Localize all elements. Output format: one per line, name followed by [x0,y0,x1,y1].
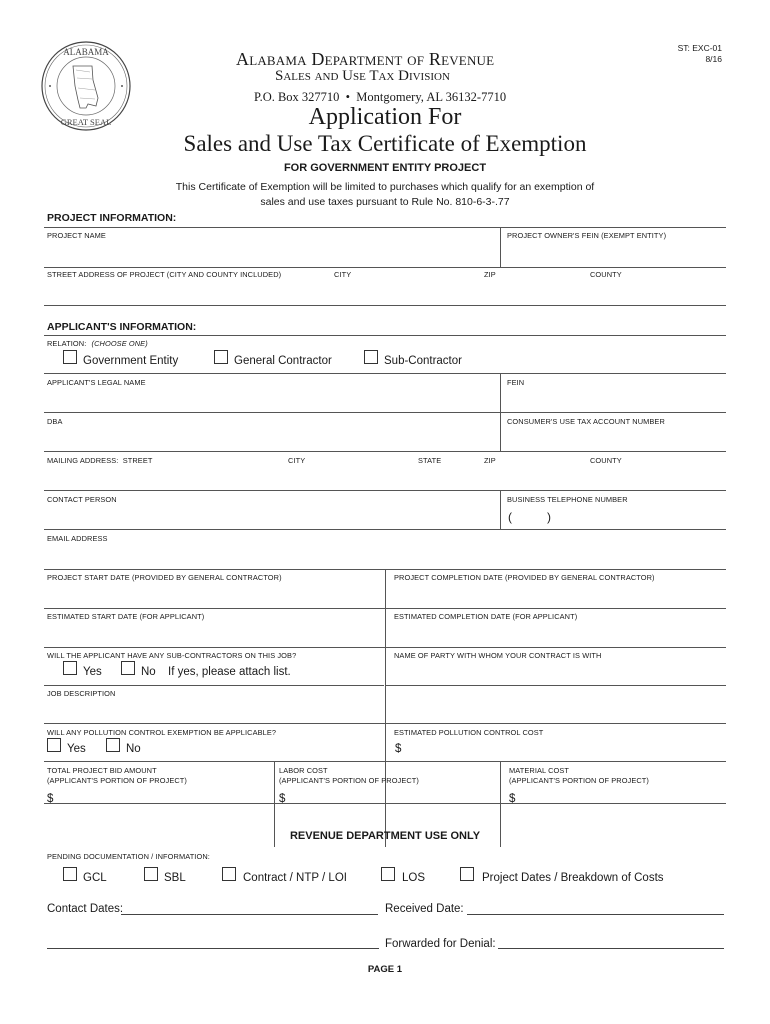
subcontractors-question: WILL THE APPLICANT HAVE ANY SUB-CONTRACTORS ON THIS JOB? [47,651,297,660]
pending-documentation-label: PENDING DOCUMENTATION / INFORMATION: [47,852,210,861]
project-county-label: COUNTY [590,270,622,279]
owner-fein-field[interactable] [501,228,726,266]
phone-label: BUSINESS TELEPHONE NUMBER [507,495,628,504]
est-completion-field[interactable] [386,609,726,647]
est-completion-label: ESTIMATED COMPLETION DATE (FOR APPLICANT) [394,612,578,621]
pollution-cost-dollar: $ [395,743,402,755]
pollution-no-label: No [126,743,141,755]
phone-field[interactable] [501,491,726,528]
contract-party-field[interactable] [386,648,726,685]
pollution-no-checkbox[interactable] [106,738,120,752]
project-address-field[interactable] [44,268,726,304]
bid-amount-field[interactable] [44,762,273,802]
relation-hint: (CHOOSE ONE) [91,339,148,348]
pollution-cost-field[interactable] [386,724,726,761]
subs-yes-checkbox[interactable] [63,661,77,675]
forwarded-denial-line[interactable] [498,948,724,949]
fein-field[interactable] [501,374,726,411]
labor-cost-label: LABOR COST [279,766,328,775]
general-contractor-checkbox[interactable] [214,350,228,364]
consumer-tax-label: CONSUMER'S USE TAX ACCOUNT NUMBER [507,417,665,426]
government-entity-checkbox[interactable] [63,350,77,364]
pollution-yes-label: Yes [67,743,86,755]
mailing-state-label: STATE [418,456,442,465]
subs-no-checkbox[interactable] [121,661,135,675]
department-name: Alabama Department of Revenue [236,49,495,69]
bid-amount-label: TOTAL PROJECT BID AMOUNT [47,766,157,775]
est-start-label: ESTIMATED START DATE (FOR APPLICANT) [47,612,205,621]
title-line-1: Application For [308,104,462,130]
form-date: 8/16 [705,54,722,64]
subs-no-label: No [141,666,156,678]
forwarded-denial-label: Forwarded for Denial: [385,938,496,950]
svg-text:GREAT SEAL: GREAT SEAL [60,117,112,127]
labor-dollar: $ [279,793,286,805]
revenue-use-heading: REVENUE DEPARTMENT USE ONLY [289,830,481,842]
material-cost-label-2: (APPLICANT'S PORTION OF PROJECT) [509,776,649,785]
page-number: PAGE 1 [367,964,403,975]
pollution-cost-label: ESTIMATED POLLUTION CONTROL COST [394,728,544,737]
received-date-line[interactable] [467,914,724,915]
subs-yes-label: Yes [83,666,102,678]
contact-dates-line[interactable] [121,914,378,915]
project-dates-label: Project Dates / Breakdown of Costs [482,872,664,884]
material-dollar: $ [509,793,516,805]
phone-paren-close: ) [547,510,551,524]
gcl-label: GCL [83,872,107,884]
intro-line-2: sales and use taxes pursuant to Rule No. 810-6-3-.77 [260,196,510,208]
contact-person-label: CONTACT PERSON [47,495,117,504]
job-description-label: JOB DESCRIPTION [47,689,116,698]
project-name-label: PROJECT NAME [47,231,106,240]
consumer-tax-field[interactable] [501,413,726,450]
legal-name-label: APPLICANT'S LEGAL NAME [47,378,146,387]
legal-name-field[interactable] [44,374,499,411]
mailing-city-label: CITY [288,456,306,465]
forwarded-blank-line[interactable] [47,948,379,949]
subtitle: FOR GOVERNMENT ENTITY PROJECT [283,162,487,174]
dba-label: DBA [47,417,63,426]
owner-fein-label: PROJECT OWNER'S FEIN (EXEMPT ENTITY) [507,231,667,240]
received-date-label: Received Date: [385,903,464,915]
project-completion-label: PROJECT COMPLETION DATE (PROVIDED BY GENERAL CONTRACTOR) [394,573,655,582]
mailing-street-label: MAILING ADDRESS: STREET [47,456,153,465]
svg-text:ALABAMA: ALABAMA [63,47,109,57]
form-id: ST: EXC-01 [677,43,722,53]
sub-contractor-label: Sub-Contractor [384,355,462,367]
project-dates-checkbox[interactable] [460,867,474,881]
project-heading: PROJECT INFORMATION: [47,212,177,224]
dba-field[interactable] [44,413,499,450]
bid-dollar: $ [47,793,54,805]
government-entity-label: Government Entity [83,355,179,367]
bid-amount-label-2: (APPLICANT'S PORTION OF PROJECT) [47,776,187,785]
material-cost-field[interactable] [501,762,726,802]
los-label: LOS [402,872,426,884]
contact-dates-label: Contact Dates: [47,903,124,915]
pollution-yes-checkbox[interactable] [47,738,61,752]
contract-ntp-loi-label: Contract / NTP / LOI [243,872,347,884]
applicant-heading: APPLICANT'S INFORMATION: [47,321,197,333]
general-contractor-label: General Contractor [234,355,332,367]
title-line-2: Sales and Use Tax Certificate of Exemption [183,131,587,156]
mailing-address-field[interactable] [44,452,726,489]
email-label: EMAIL ADDRESS [47,534,108,543]
project-start-field[interactable] [44,570,384,608]
sbl-checkbox[interactable] [144,867,158,881]
contract-ntp-loi-checkbox[interactable] [222,867,236,881]
mailing-zip-label: ZIP [484,456,496,465]
sub-contractor-checkbox[interactable] [364,350,378,364]
project-name-field[interactable] [44,228,499,266]
est-start-field[interactable] [44,609,384,647]
material-cost-label: MATERIAL COST [509,766,570,775]
email-field[interactable] [44,530,726,568]
sbl-label: SBL [164,872,186,884]
pollution-question: WILL ANY POLLUTION CONTROL EXEMPTION BE APPLICABLE? [47,728,277,737]
intro-line-1: This Certificate of Exemption will be limited to purchases which qualify for an exemption of [175,181,595,193]
job-description-field[interactable] [44,686,384,723]
phone-paren-open: ( [508,510,512,524]
project-city-label: CITY [334,270,352,279]
los-checkbox[interactable] [381,867,395,881]
project-zip-label: ZIP [484,270,496,279]
mailing-county-label: COUNTY [590,456,622,465]
contract-party-label: NAME OF PARTY WITH WHOM YOUR CONTRACT IS WITH [394,651,602,660]
contact-person-field[interactable] [44,491,499,528]
relation-label: RELATION: [47,339,87,348]
labor-cost-label-2: (APPLICANT'S PORTION OF PROJECT) [279,776,419,785]
mailing-address: P.O. Box 327710 • Montgomery, AL 36132-7710 [254,90,507,104]
gcl-checkbox[interactable] [63,867,77,881]
labor-cost-field[interactable] [275,762,499,802]
project-start-label: PROJECT START DATE (PROVIDED BY GENERAL CONTRACTOR) [47,573,282,582]
division-name: Sales and Use Tax Division [275,68,450,84]
attach-list-note: If yes, please attach list. [168,666,291,678]
fein-label: FEIN [507,378,525,387]
project-completion-field[interactable] [386,570,726,608]
project-street-label: STREET ADDRESS OF PROJECT (CITY AND COUNTY INCLUDED) [47,270,282,279]
